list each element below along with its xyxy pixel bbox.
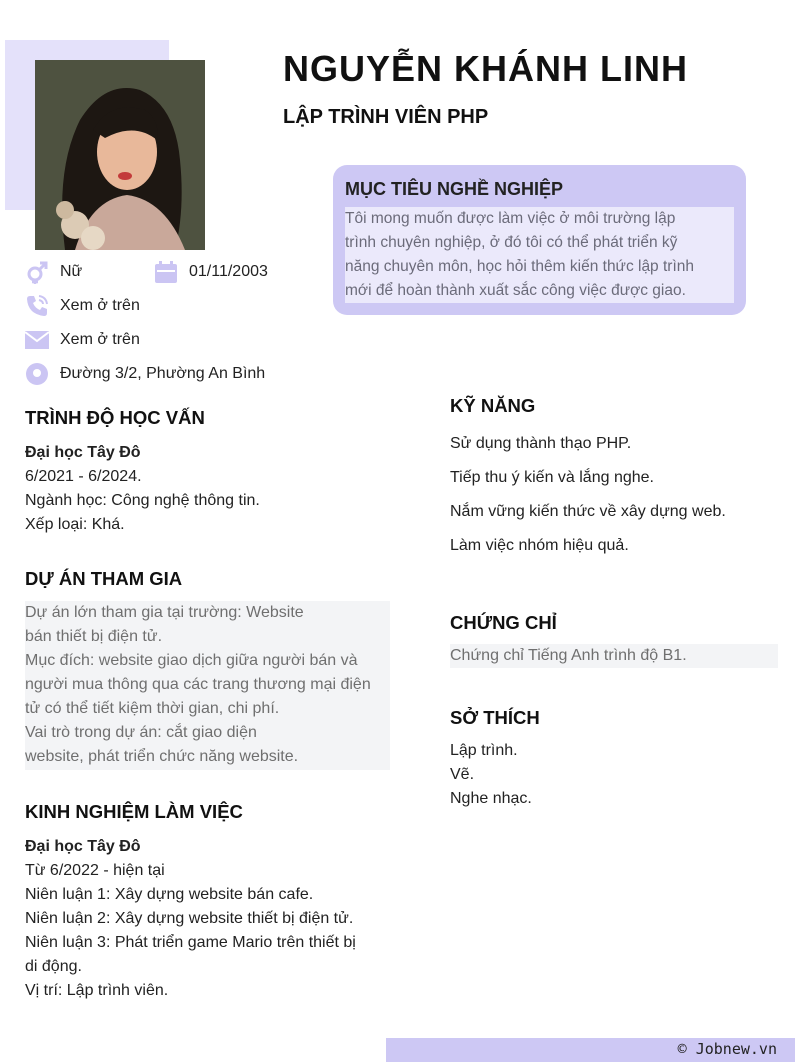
address-value: Đường 3/2, Phường An Bình [60,365,266,382]
experience-line: Vị trí: Lập trình viên. [25,982,169,999]
project-line: tử có thể tiết kiệm thời gian, chi phí. [25,700,280,717]
project-line: Vai trò trong dự án: cắt giao diện [25,724,257,741]
education-heading: TRÌNH ĐỘ HỌC VẤN [25,407,205,428]
objective-heading: MỤC TIÊU NGHỀ NGHIỆP [345,179,564,199]
education-line: Ngành học: Công nghệ thông tin. [25,492,260,509]
certificates-box [450,644,778,668]
skill-item: Sử dụng thành thạo PHP. [450,435,632,452]
gender-icon [25,260,49,284]
candidate-name: NGUYỄN KHÁNH LINH [283,48,689,89]
gender-value: Nữ [60,263,83,280]
project-line: người mua thông qua các trang thương mại điện [25,676,371,693]
hobbies-list [450,739,780,811]
certificate-item: Chứng chỉ Tiếng Anh trình độ B1. [450,647,687,664]
profile-photo [35,60,205,250]
projects-box [25,601,390,770]
gender-row [25,260,82,284]
hobby-item: Nghe nhạc. [450,790,532,807]
education-line: Xếp loại: Khá. [25,516,125,533]
project-line: Mục đích: website giao dịch giữa người bán và [25,652,358,669]
hobby-item: Lập trình. [450,742,518,759]
footer-bar [386,1038,795,1062]
project-line: website, phát triển chức năng website. [25,748,299,765]
experience-heading: KINH NGHIỆM LÀM VIỆC [25,801,243,822]
career-objective-box [333,165,746,315]
objective-line: Tôi mong muốn được làm việc ở môi trường lập [345,210,676,227]
job-title: LẬP TRÌNH VIÊN PHP [283,106,489,128]
experience-line: Niên luận 3: Phát triển game Mario trên thiết bị [25,934,356,951]
email-icon [25,328,49,352]
experience-section [25,835,395,1003]
email-row [25,328,140,352]
birthday-value: 01/11/2003 [189,263,268,280]
education-line: 6/2021 - 6/2024. [25,468,142,485]
birthday-row [154,260,268,284]
skill-item: Nắm vững kiến thức về xây dựng web. [450,503,726,520]
skill-item: Tiếp thu ý kiến và lắng nghe. [450,469,654,486]
skills-heading: KỸ NĂNG [450,395,536,416]
phone-row [25,294,140,318]
objective-line: năng chuyên môn, học hỏi thêm kiến thức lập trình [345,258,694,275]
location-icon [25,362,49,386]
certificates-heading: CHỨNG CHỈ [450,612,557,633]
objective-line: trình chuyên nghiệp, ở đó tôi có thể phát triển kỹ [345,234,678,251]
project-line: bán thiết bị điện tử. [25,628,163,645]
project-line: Dự án lớn tham gia tại trường: Website [25,604,304,621]
skills-list [450,427,780,563]
address-row [25,362,265,386]
hobbies-heading: SỞ THÍCH [450,707,540,728]
footer-brand[interactable]: © Jobnew.vn [677,1040,777,1058]
objective-text [345,207,734,303]
skill-item: Làm việc nhóm hiệu quả. [450,537,629,554]
education-school: Đại học Tây Đô [25,444,141,461]
email-value: Xem ở trên [60,331,140,348]
calendar-icon [154,260,178,284]
phone-icon [25,294,49,318]
experience-line: di động. [25,958,82,975]
education-section [25,441,395,537]
hobby-item: Vẽ. [450,766,475,783]
objective-line: mới để hoàn thành xuất sắc công việc được giao. [345,282,686,299]
phone-value: Xem ở trên [60,297,140,314]
experience-line: Niên luận 2: Xây dựng website thiết bị điện tử. [25,910,354,927]
experience-company: Đại học Tây Đô [25,838,141,855]
projects-heading: DỰ ÁN THAM GIA [25,568,183,589]
experience-line: Từ 6/2022 - hiện tại [25,862,165,879]
experience-line: Niên luận 1: Xây dựng website bán cafe. [25,886,314,903]
